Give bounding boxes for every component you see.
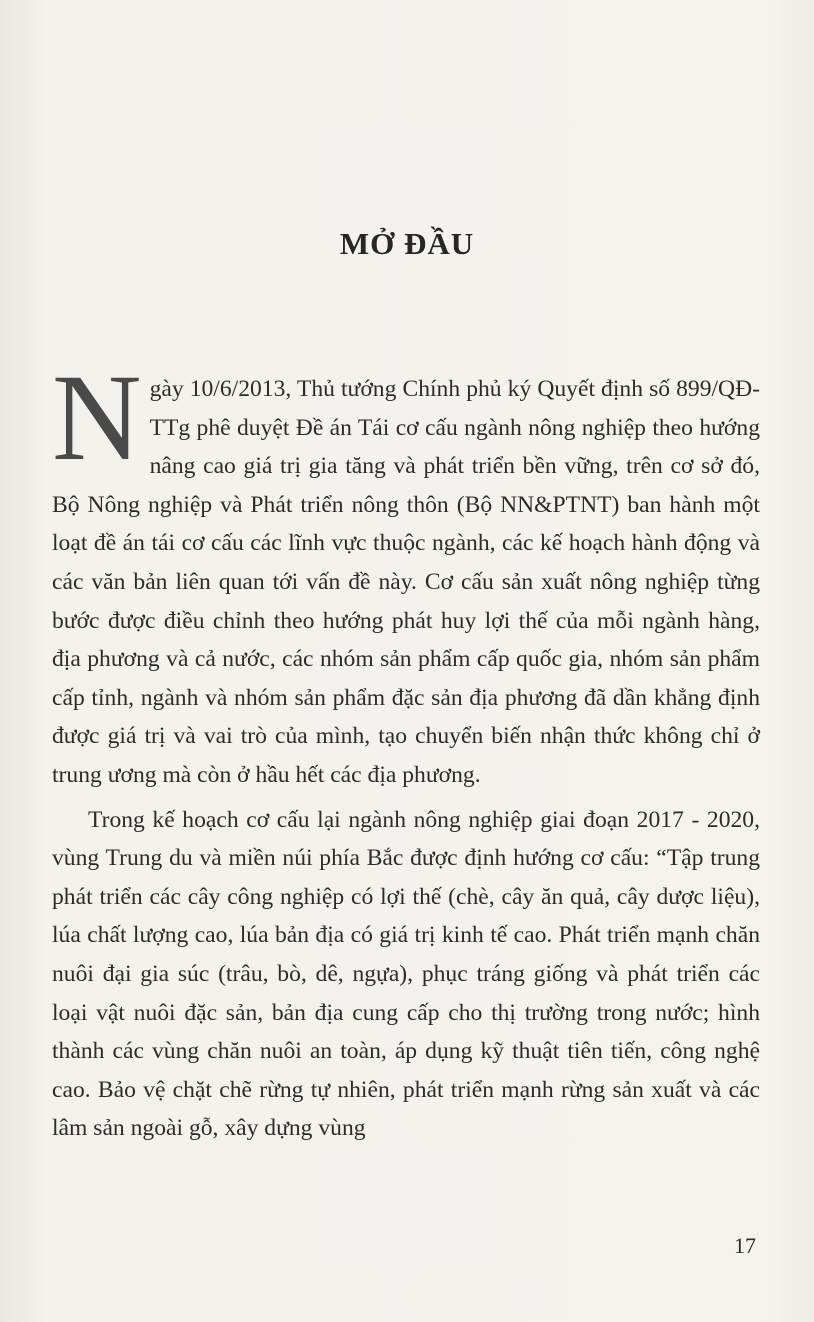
drop-cap: N — [52, 349, 142, 486]
paragraph-1-text: gày 10/6/2013, Thủ tướng Chính phủ ký Quyết định số 899/QĐ-TTg phê duyệt Đề án Tái cơ cấu ngành nông nghiệp theo hướng nâng cao giá trị gia tăng và phát triển bền vững, trên cơ sở đó, Bộ Nông nghiệp và Phát triển nông thôn (Bộ NN&PTNT) ban hành một loạt đề án tái cơ cấu các lĩnh vực thuộc ngành, các kế hoạch hành động và các văn bản liên quan tới vấn đề này. Cơ cấu sản xuất nông nghiệp từng bước được điều chỉnh theo hướng phát huy lợi thế của mỗi ngành hàng, địa phương và cả nước, các nhóm sản phẩm cấp quốc gia, nhóm sản phẩm cấp tỉnh, ngành và nhóm sản phẩm đặc sản địa phương đã dần khẳng định được giá trị và vai trò của mình, tạo chuyển biến nhận thức không chỉ ở trung ương mà còn ở hầu hết các địa phương. — [52, 376, 760, 788]
page-number: 17 — [734, 1233, 756, 1258]
paragraph-1 — [52, 349, 760, 795]
body-text — [52, 349, 760, 1148]
chapter-heading: MỞ ĐẦU — [339, 226, 475, 261]
paragraph-2: Trong kế hoạch cơ cấu lại ngành nông nghiệp giai đoạn 2017 - 2020, vùng Trung du và miền núi phía Bắc được định hướng cơ cấu: “Tập trung phát triển các cây công nghiệp có lợi thế (chè, cây ăn quả, cây dược liệu), lúa chất lượng cao, lúa bản địa có giá trị kinh tế cao. Phát triển mạnh chăn nuôi đại gia súc (trâu, bò, dê, ngựa), phục tráng giống và phát triển các loại vật nuôi đặc sản, bản địa cung cấp cho thị trường trong nước; hình thành các vùng chăn nuôi an toàn, áp dụng kỹ thuật tiên tiến, công nghệ cao. Bảo vệ chặt chẽ rừng tự nhiên, phát triển mạnh rừng sản xuất và các lâm sản ngoài gỗ, xây dựng vùng — [52, 806, 760, 1142]
